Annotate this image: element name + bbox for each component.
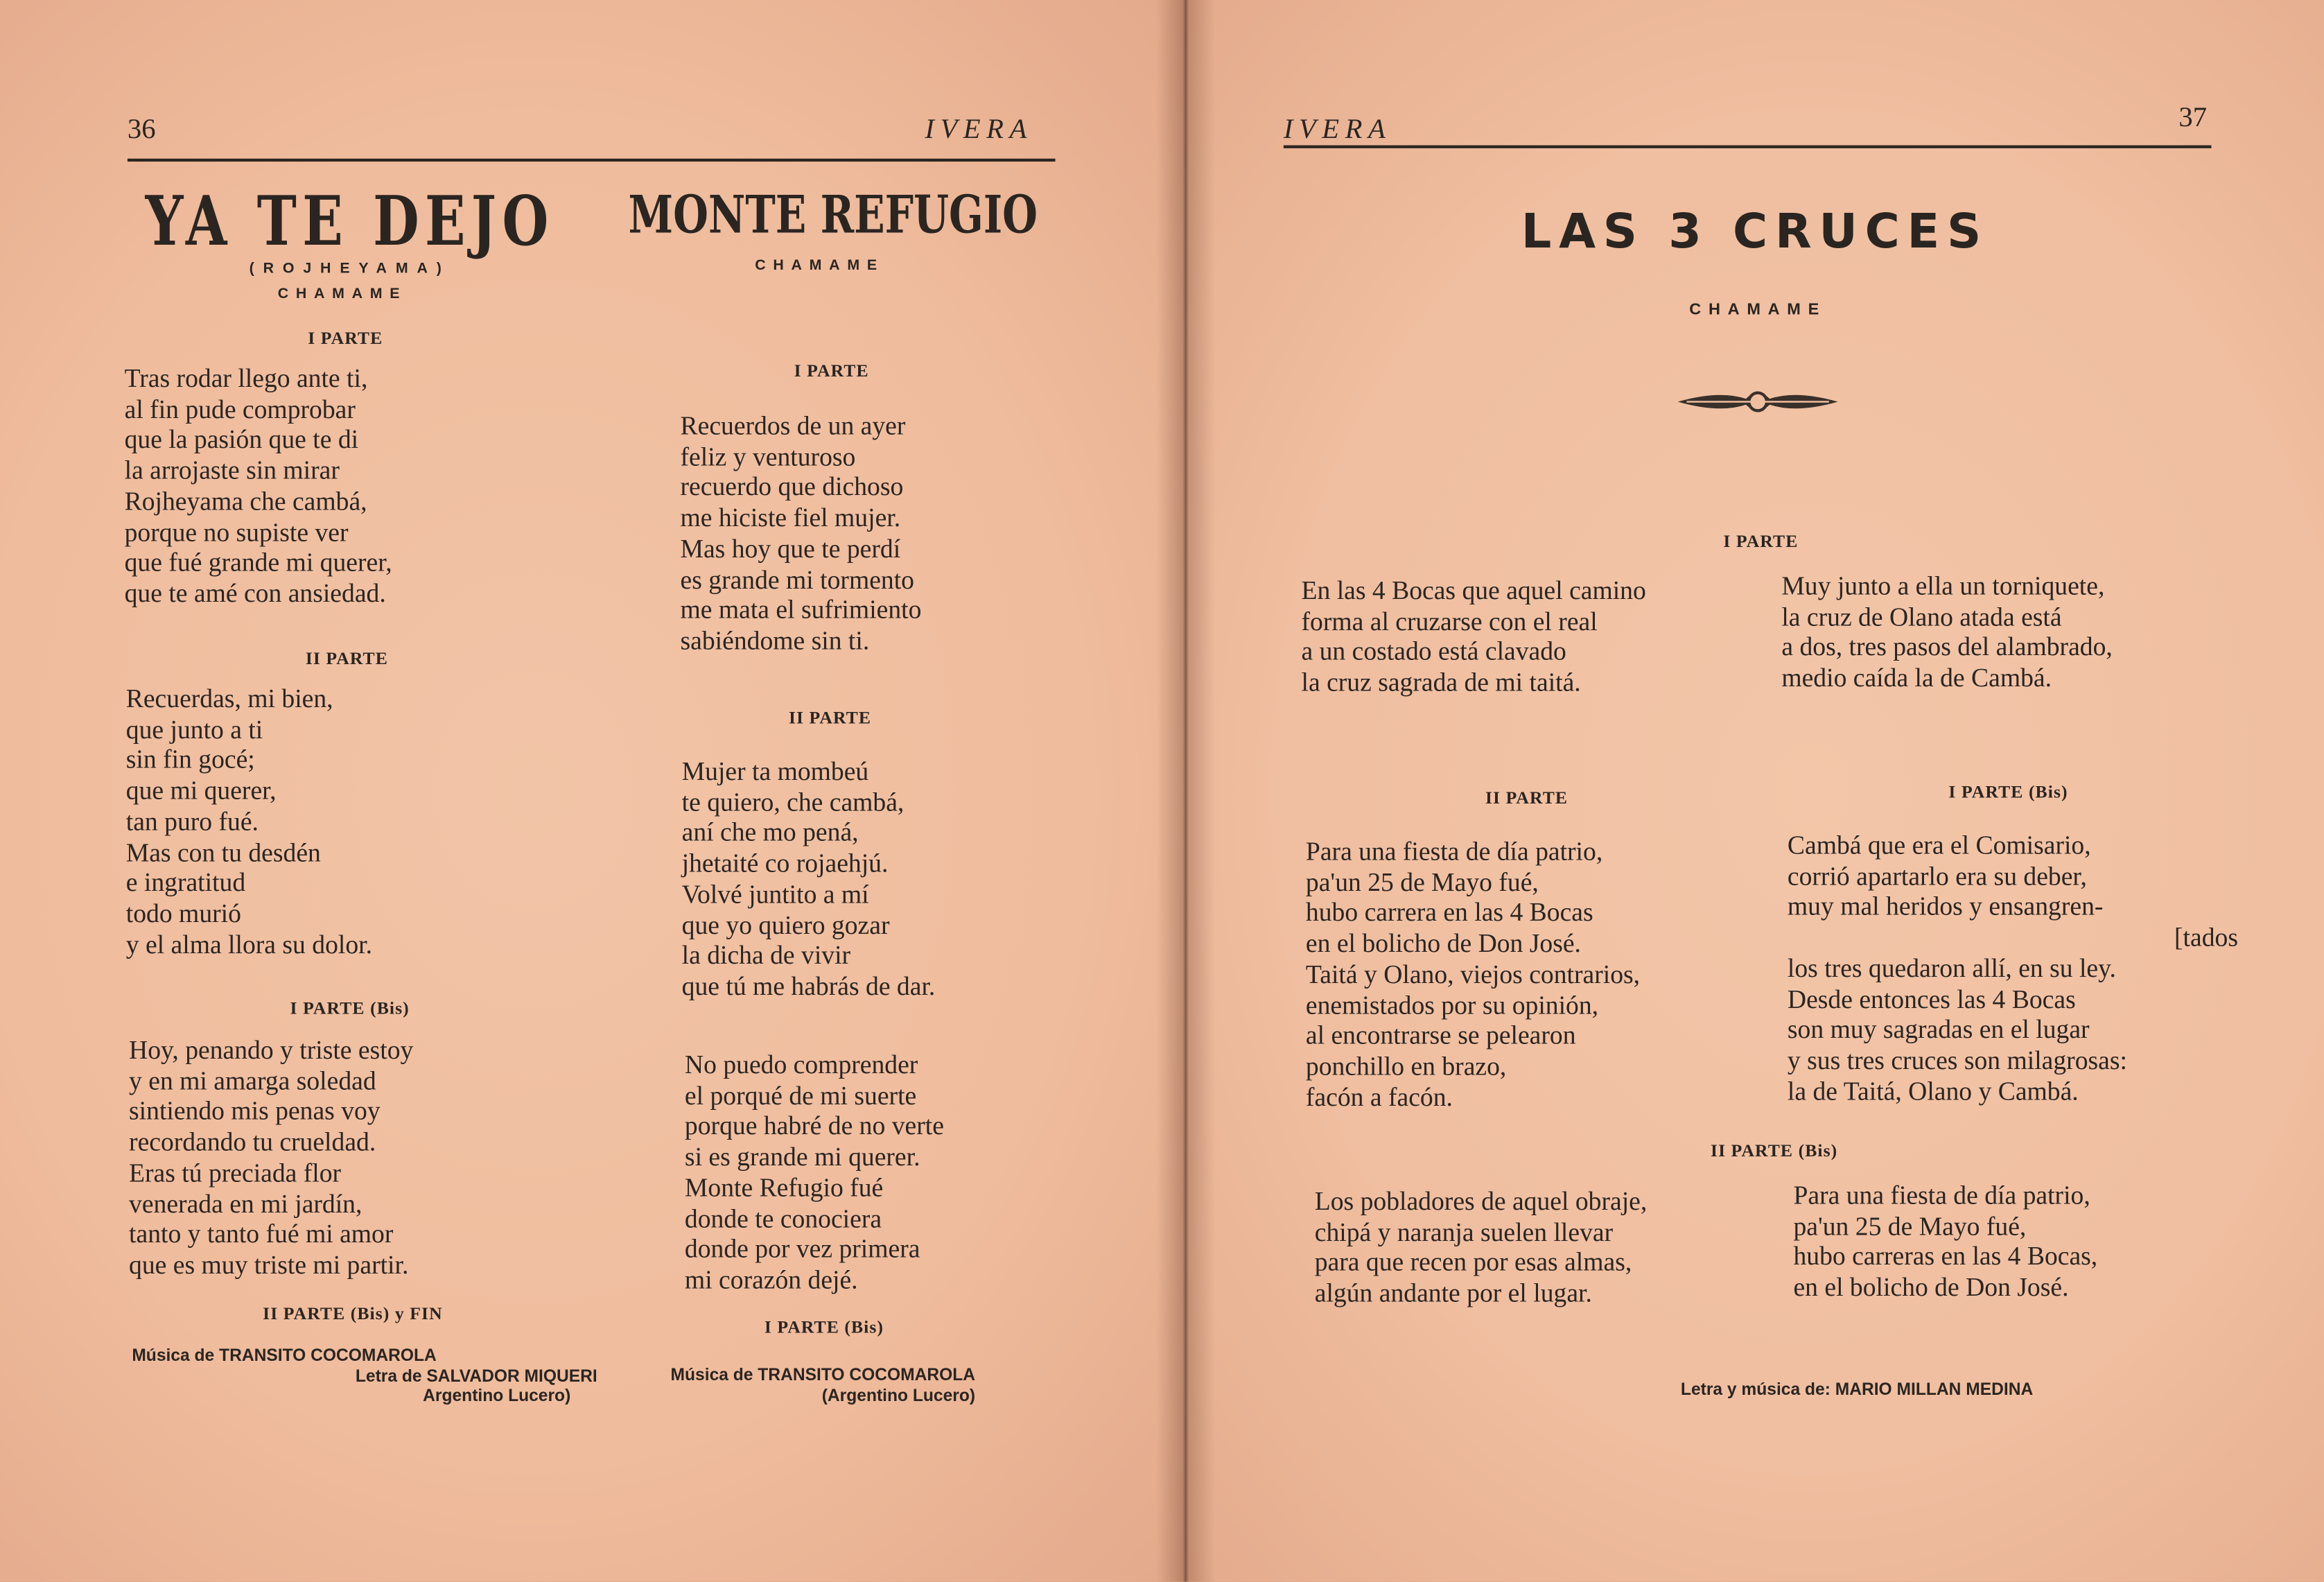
lyric-line: que mi querer, <box>125 775 277 806</box>
lyric-line: Recuerdos de un ayer <box>680 410 906 441</box>
lyric-line: que es muy triste mi partir. <box>129 1249 409 1280</box>
lyric-line: al encontrarse se pelearon <box>1305 1020 1576 1050</box>
stanza <box>129 1035 413 1280</box>
lyric-line: forma al cruzarse con el real <box>1301 605 1598 636</box>
running-head: IVERA <box>1283 114 1392 146</box>
section-label: I PARTE <box>308 327 383 349</box>
song-genre: CHAMAME <box>277 286 408 303</box>
lyric-line: te quiero, che cambá, <box>681 786 905 817</box>
ornament-icon <box>1675 384 1840 419</box>
lyric-line: mi corazón dejé. <box>684 1264 858 1294</box>
lyric-line: los tres quedaron allí, en su ley. <box>1787 953 2116 983</box>
credit-lyrics-alias: Argentino Lucero) <box>423 1387 571 1406</box>
stanza <box>682 756 936 1002</box>
page-number: 37 <box>2178 102 2208 134</box>
lyric-line: muy mal heridos y ensangren- <box>1787 892 2104 921</box>
lyric-line: Mujer ta mombeú <box>681 756 869 786</box>
lyric-line: que tú me habrás de dar. <box>681 971 936 1001</box>
lyric-line: sin fin gocé; <box>125 745 255 775</box>
lyric-line: la arrojaste sin mirar <box>124 455 340 485</box>
running-head: IVERA <box>925 114 1033 146</box>
lyric-line: Monte Refugio fué <box>684 1172 884 1202</box>
lyric-line: la cruz sagrada de mi taitá. <box>1301 667 1581 697</box>
lyric-line: algún andante por el lugar. <box>1314 1278 1592 1308</box>
section-label: I PARTE <box>794 360 869 381</box>
lyric-line: Recuerdas, mi bien, <box>125 683 333 713</box>
lyric-line: donde por vez primera <box>684 1233 920 1264</box>
lyric-line: hubo carrera en las 4 Bocas <box>1305 897 1593 928</box>
lyric-line: Para una fiesta de día patrio, <box>1305 836 1603 866</box>
lyric-line: tan puro fué. <box>125 806 259 836</box>
lyric-line: Volvé juntito a mí <box>681 878 869 909</box>
lyric-line: En las 4 Bocas que aquel camino <box>1301 575 1646 605</box>
lyric-line: el porqué de mi suerte <box>684 1080 917 1111</box>
lyric-line: Los pobladores de aquel obraje, <box>1314 1185 1648 1216</box>
lyric-line: es grande mi tormento <box>680 564 914 594</box>
lyric-line: Cambá que era el Comisario, <box>1787 830 2091 860</box>
lyric-line: Hoy, penando y triste estoy <box>129 1034 414 1065</box>
stanza <box>1315 1186 1648 1309</box>
lyric-line: Muy junto a ella un torniquete, <box>1781 571 2105 601</box>
lyric-line: en el bolicho de Don José. <box>1793 1271 2069 1302</box>
credit-lyrics-music: Letra y música de: MARIO MILLAN MEDINA <box>1680 1381 2034 1400</box>
section-label: II PARTE <box>1485 787 1569 808</box>
lyric-line: que te amé con ansiedad. <box>124 577 386 608</box>
lyric-line: medio caída la de Cambá. <box>1781 663 2052 693</box>
section-label: II PARTE (Bis) <box>1711 1140 1838 1161</box>
lyric-line: y el alma llora su dolor. <box>125 928 373 959</box>
lyric-line: y sus tres cruces son milagrosas: <box>1787 1045 2127 1075</box>
lyric-line: al fin pude comprobar <box>124 394 356 424</box>
credit-music: Música de TRANSITO COCOMAROLA <box>670 1366 976 1385</box>
stanza <box>1302 575 1646 698</box>
lyric-line: la dicha de vivir <box>681 940 851 970</box>
lyric-line: la de Taitá, Olano y Cambá. <box>1787 1075 2079 1106</box>
song-subtitle: (ROJHEYAMA) <box>249 261 451 277</box>
lyric-line: que la pasión que te di <box>124 424 359 455</box>
stanza <box>1793 1180 2097 1303</box>
lyric-line: sintiendo mis penas voy <box>129 1096 381 1126</box>
lyric-line: corrió apartarlo era su deber, <box>1787 860 2087 891</box>
lyric-line: me mata el sufrimiento <box>680 594 922 625</box>
lyric-line: son muy sagradas en el lugar <box>1787 1014 2090 1044</box>
lyric-line: Eras tú preciada flor <box>129 1157 342 1188</box>
header-rule <box>1284 146 2212 148</box>
credit-lyrics: Letra de SALVADOR MIQUERI <box>355 1368 597 1387</box>
lyric-line: facón a facón. <box>1305 1081 1453 1111</box>
section-label: II PARTE <box>788 707 872 728</box>
lyric-line: ponchillo en brazo, <box>1305 1050 1507 1081</box>
lyric-line: pa'un 25 de Mayo fué, <box>1305 867 1539 897</box>
lyric-line: porque no supiste ver <box>124 516 349 547</box>
lyric-line: e ingratitud <box>125 867 246 898</box>
lyric-line: sabiéndome sin ti. <box>680 625 870 656</box>
song-title: YA TE DEJO <box>145 180 554 261</box>
lyric-line: a un costado está clavado <box>1301 636 1566 667</box>
lyric-line: que junto a ti <box>125 714 263 744</box>
section-label: I PARTE <box>1723 530 1799 552</box>
lyric-line: chipá y naranja suelen llevar <box>1314 1216 1614 1246</box>
book-gutter <box>1156 0 1216 1582</box>
section-label: II PARTE <box>305 647 388 669</box>
lyric-line: que yo quiero gozar <box>681 909 890 939</box>
stanza <box>1781 571 2112 693</box>
page-number: 36 <box>127 114 156 146</box>
stanza <box>685 1050 944 1295</box>
lyric-line: en el bolicho de Don José. <box>1305 928 1581 958</box>
lyric-line: la cruz de Olano atada está <box>1781 601 2062 632</box>
lyric-line: si es grande mi querer. <box>684 1141 920 1172</box>
section-label: I PARTE (Bis) <box>764 1316 884 1337</box>
song-title: MONTE REFUGIO <box>628 185 1038 246</box>
lyric-line: todo murió <box>125 898 241 928</box>
song-genre: CHAMAME <box>755 258 884 275</box>
stanza <box>681 410 922 656</box>
lyric-line: Taitá y Olano, viejos contrarios, <box>1305 959 1641 989</box>
stanza <box>1788 830 2238 1106</box>
lyric-line: venerada en mi jardín, <box>129 1188 362 1218</box>
lyric-line: Desde entonces las 4 Bocas <box>1787 983 2076 1014</box>
lyric-line: porque habré de no verte <box>684 1111 944 1141</box>
lyric-line: tanto y tanto fué mi amor <box>129 1219 394 1249</box>
lyric-line: recuerdo que dichoso <box>680 471 904 502</box>
stanza <box>126 684 372 959</box>
lyric-line: Tras rodar llego ante ti, <box>124 363 368 393</box>
stanza <box>1306 836 1640 1112</box>
lyric-line: que fué grande mi querer, <box>124 547 392 577</box>
lyric-line: Mas con tu desdén <box>125 837 321 867</box>
stanza <box>125 363 392 609</box>
lyric-line: enemistados por su opinión, <box>1305 989 1599 1020</box>
lyric-line: Para una fiesta de día patrio, <box>1793 1180 2090 1210</box>
lyric-line: me hiciste fiel mujer. <box>680 503 901 532</box>
credit-music: Música de TRANSITO COCOMAROLA <box>132 1347 437 1366</box>
credit-alias: (Argentino Lucero) <box>821 1387 976 1406</box>
lyric-line: para que recen por esas almas, <box>1314 1247 1632 1278</box>
section-label: I PARTE (Bis) <box>1948 781 2068 802</box>
lyric-line: feliz y venturoso <box>680 441 856 471</box>
section-label: I PARTE (Bis) <box>290 998 410 1019</box>
header-rule <box>128 159 1056 161</box>
lyric-line: y en mi amarga soledad <box>129 1065 376 1095</box>
lyric-line: donde te conociera <box>684 1203 882 1233</box>
section-label: II PARTE (Bis) y FIN <box>263 1303 443 1324</box>
song-genre: CHAMAME <box>1689 301 1826 319</box>
lyric-line: Mas hoy que te perdí <box>680 533 901 564</box>
lyric-line: a dos, tres pasos del alambrado, <box>1781 632 2113 662</box>
lyric-line: recordando tu crueldad. <box>129 1127 376 1157</box>
lyric-line: aní che mo pená, <box>681 817 859 847</box>
lyric-line: No puedo comprender <box>684 1049 918 1079</box>
lyric-line: Rojheyama che cambá, <box>124 485 367 516</box>
song-title: LAS 3 CRUCES <box>1521 202 1989 260</box>
lyric-line: hubo carreras en las 4 Bocas, <box>1793 1241 2098 1271</box>
lyric-line: pa'un 25 de Mayo fué, <box>1793 1210 2027 1241</box>
lyric-line: jhetaité co rojaehjú. <box>681 848 889 878</box>
lyric-line: [tados <box>2174 922 2238 953</box>
